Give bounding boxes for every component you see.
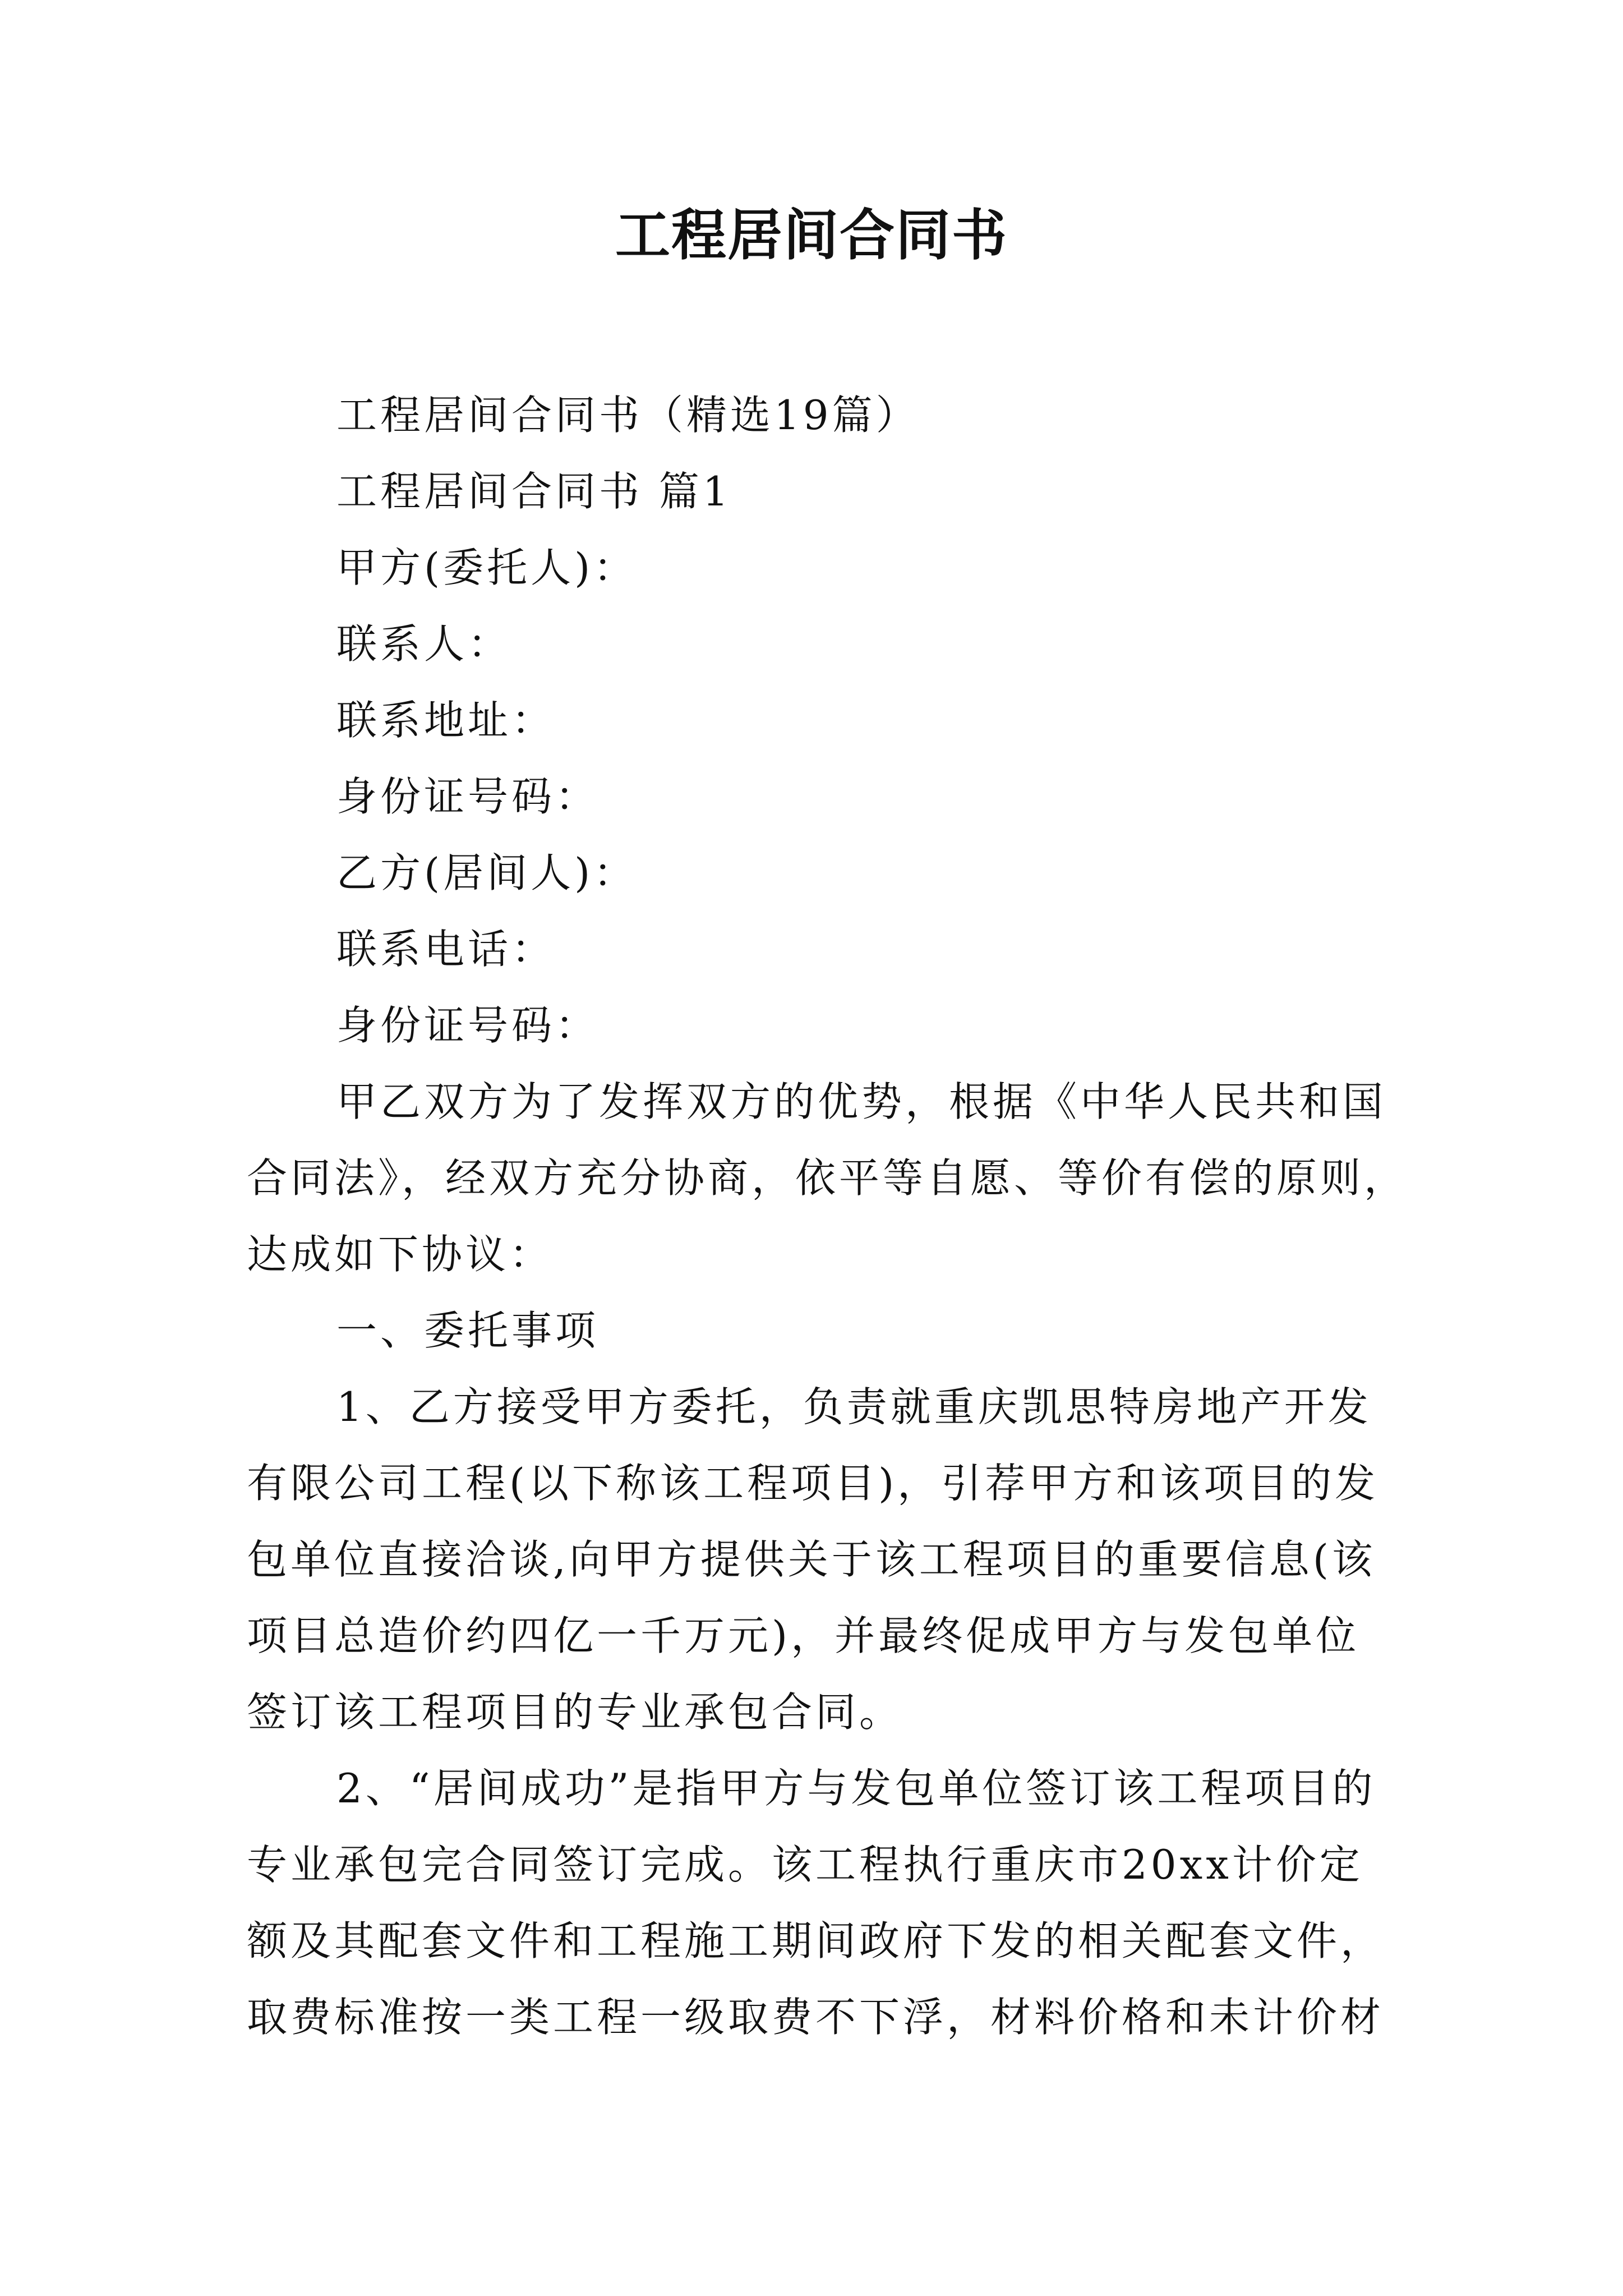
paragraph-line: 合同法》，经双方充分协商，依平等自愿、等价有偿的原则， [247, 1154, 1408, 1202]
paragraph-line: 甲方(委托人)： [336, 544, 638, 591]
paragraph-line: 项目总造价约四亿一千万元)，并最终促成甲方与发包单位 [247, 1612, 1360, 1659]
paragraph-line: 取费标准按一类工程一级取费不下浮，材料价格和未计价材 [247, 1994, 1385, 2041]
paragraph-line: 包单位直接洽谈,向甲方提供关于该工程项目的重要信息(该 [247, 1536, 1376, 1583]
paragraph-line: 2、“居间成功”是指甲方与发包单位签订该工程项目的 [336, 1765, 1376, 1812]
paragraph-line: 身份证号码： [336, 773, 600, 820]
paragraph-line: 工程居间合同书 篇1 [336, 468, 732, 515]
paragraph-line: 1、乙方接受甲方委托，负责就重庆凯思特房地产开发 [336, 1383, 1372, 1430]
paragraph-line: 乙方(居间人)： [336, 849, 638, 896]
paragraph-line: 额及其配套文件和工程施工期间政府下发的相关配套文件， [247, 1917, 1385, 1964]
paragraph-line: 身份证号码： [336, 1002, 600, 1049]
paragraph-line: 工程居间合同书（精选19篇） [336, 392, 920, 439]
paragraph-line: 联系电话： [336, 926, 556, 973]
paragraph-line: 有限公司工程(以下称该工程项目)，引荐甲方和该项目的发 [247, 1460, 1379, 1507]
paragraph-line: 联系人： [336, 620, 512, 668]
paragraph-line: 签订该工程项目的专业承包合同。 [247, 1688, 903, 1736]
paragraph-line: 达成如下协议： [247, 1231, 554, 1278]
document-title: 工程居间合同书 [615, 203, 1008, 268]
paragraph-line: 一、委托事项 [336, 1307, 600, 1354]
paragraph-line: 专业承包完合同签订完成。该工程执行重庆市20xx计价定 [247, 1841, 1363, 1888]
paragraph-line: 甲乙双方为了发挥双方的优势，根据《中华人民共和国 [336, 1078, 1387, 1125]
paragraph-line: 联系地址： [336, 697, 556, 744]
